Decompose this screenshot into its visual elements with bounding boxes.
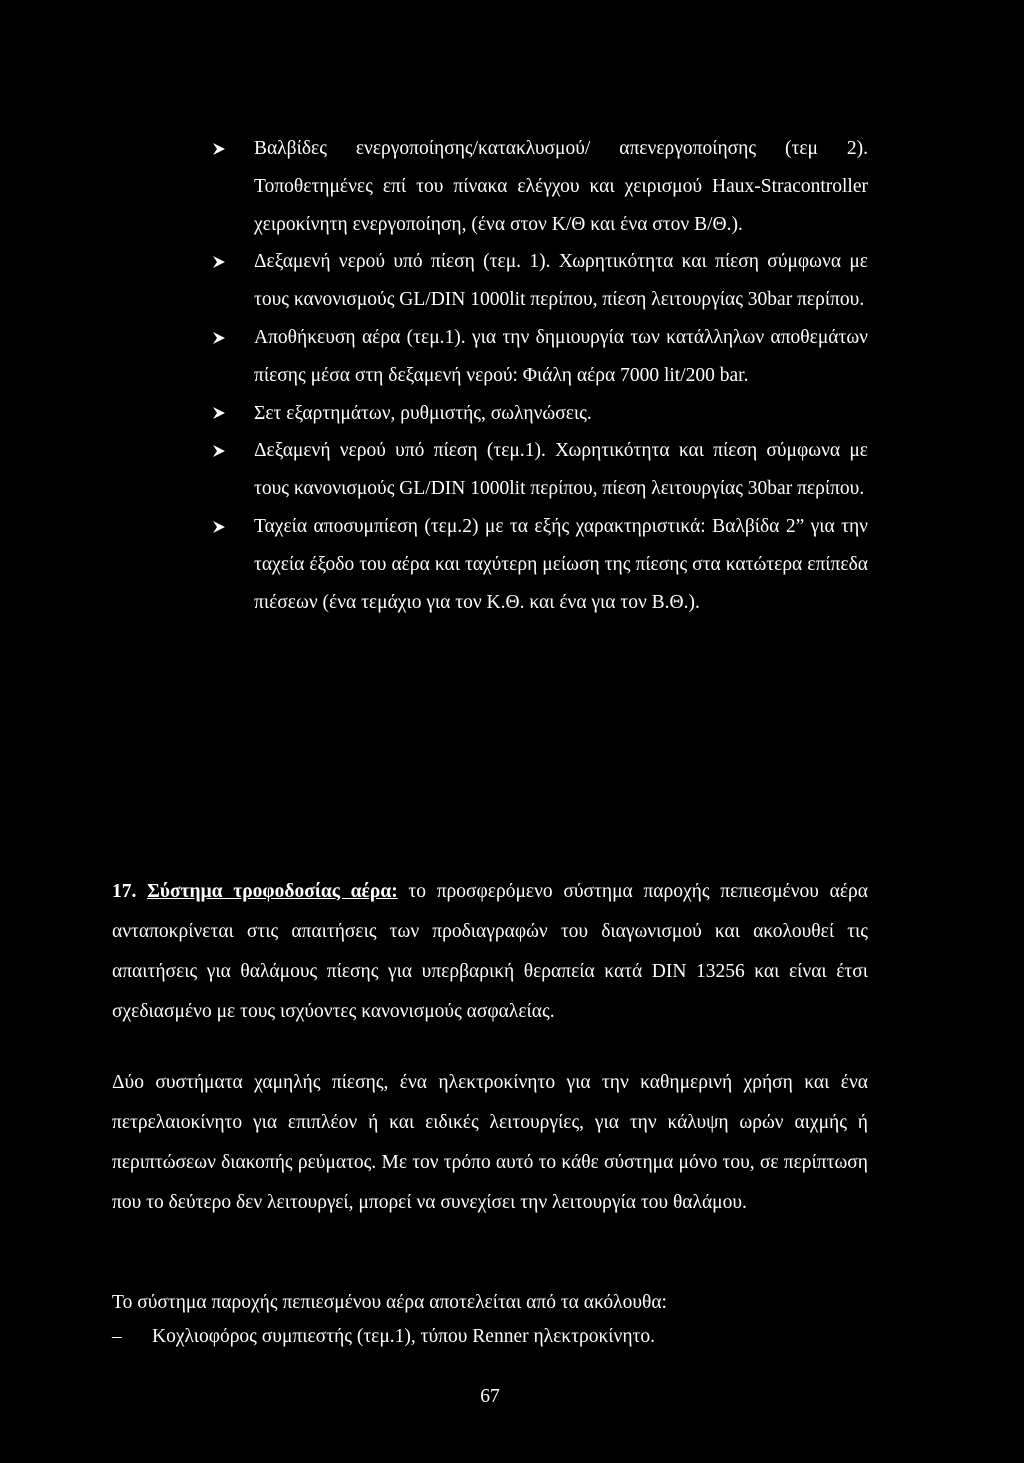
bullet-text: Δεξαμενή νερού υπό πίεση (τεμ.1). Χωρητικότητα και πίεση σύμφωνα με τους κανονισμούς GL/DIN 1000lit περίπου, πίεση λειτουργίας 30bar περίπου.	[254, 440, 868, 500]
arrow-bullet-icon	[212, 243, 230, 281]
bullet-text: Βαλβίδες ενεργοποίησης/κατακλυσμού/ απενεργοποίησης (τεμ 2). Τοποθετημένες επί του πίνακα ελέγχου και χειρισμού Haux-Stracontroller χειροκίνητη ενεργοποίηση, (ένα στον Κ/Θ και ένα στον Β/Θ.).	[254, 138, 868, 235]
section-text: το προσφερόμενο σύστημα παροχής πεπιεσμένου αέρα ανταποκρίνεται στις απαιτήσεις των προδιαγραφών του διαγωνισμού και ακολουθεί τις απαιτήσεις για θαλάμους πίεσης για υπερβαρική θεραπεία κατά DIN 13256 και είναι έτσι σχεδιασμένο με τους ισχύοντες κανονισμούς ασφαλείας.	[112, 881, 869, 1022]
arrow-bullet-icon	[212, 432, 230, 470]
bullet-text: Αποθήκευση αέρα (τεμ.1). για την δημιουργία των κατάλληλων αποθεμάτων πίεσης μέσα στη δεξαμενή νερού: Φιάλη αέρα 7000 lit/200 bar.	[254, 326, 868, 386]
paragraph-system-components: Το σύστημα παροχής πεπιεσμένου αέρα αποτελείται από τα ακόλουθα:	[112, 1292, 667, 1313]
bullet-item	[212, 508, 868, 621]
paragraph-low-pressure-systems: Δύο συστήματα χαμηλής πίεσης, ένα ηλεκτροκίνητο για την καθημερινή χρήση και ένα πετρελαιοκίνητο για επιπλέον ή και ειδικές λειτουργίες, για την κάλυψη ωρών αιχμής ή περιπτώσεων διακοπής ρεύματος. Με τον τρόπο αυτό το κάθε σύστημα μόνο του, σε περίπτωση που το δεύτερο δεν λειτουργεί, μπορεί να συνεχίσει την λειτουργία του θαλάμου.	[112, 1072, 868, 1213]
bullet-item	[212, 432, 868, 508]
bullet-item	[212, 395, 868, 433]
arrow-bullet-icon	[212, 319, 230, 357]
arrow-bullet-icon	[212, 508, 230, 546]
bullet-list	[212, 130, 868, 621]
dash-item-text: Κοχλιοφόρος συμπιεστής (τεμ.1), τύπου Renner ηλεκτροκίνητο.	[152, 1326, 656, 1347]
arrow-bullet-icon	[212, 395, 230, 433]
bullet-item	[212, 319, 868, 395]
section-paragraph	[112, 872, 868, 1032]
section-17	[112, 872, 868, 1032]
section-number: 17.	[112, 881, 137, 902]
section-heading: Σύστημα τροφοδοσίας αέρα:	[147, 881, 398, 902]
arrow-bullet-icon	[212, 130, 230, 168]
bullet-item	[212, 243, 868, 319]
dash-list-item	[112, 1317, 868, 1357]
page-number: 67	[480, 1386, 500, 1407]
bullet-text: Σετ εξαρτημάτων, ρυθμιστής, σωληνώσεις.	[254, 402, 592, 424]
dash-bullet: –	[112, 1326, 122, 1347]
bullet-item	[212, 130, 868, 243]
bullet-text: Δεξαμενή νερού υπό πίεση (τεμ. 1). Χωρητικότητα και πίεση σύμφωνα με τους κανονισμούς GL/DIN 1000lit περίπου, πίεση λειτουργίας 30bar περίπου.	[254, 251, 868, 311]
bullet-text: Ταχεία αποσυμπίεση (τεμ.2) με τα εξής χαρακτηριστικά: Βαλβίδα 2” για την ταχεία έξοδο του αέρα και ταχύτερη μείωση της πίεσης στα κατώτερα επίπεδα πιέσεων (ένα τεμάχιο για τον Κ.Θ. και ένα για τον Β.Θ.).	[254, 515, 868, 613]
